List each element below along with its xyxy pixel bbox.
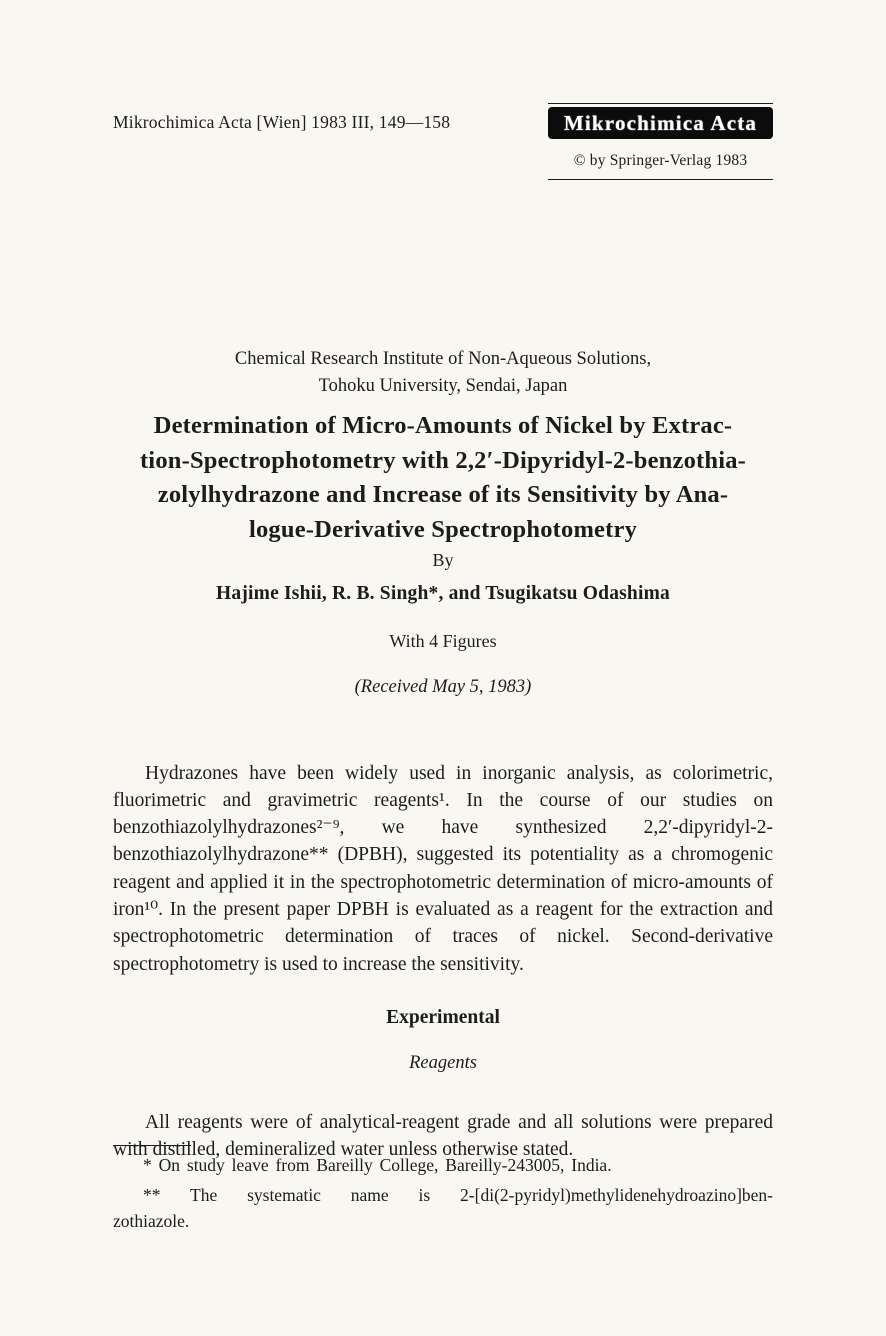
footnote-2-line: zothiazole. [113,1211,190,1231]
masthead [113,103,773,180]
section-heading-experimental: Experimental [386,1007,500,1028]
by-label: By [432,550,454,570]
journal-citation: Mikrochimica Acta [Wien] 1983 III, 149—158 [113,112,451,132]
affiliation [113,346,773,399]
affiliation-line: Tohoku University, Sendai, Japan [318,375,568,396]
subsection-heading-reagents: Reagents [409,1053,477,1073]
affiliation-line: Chemical Research Institute of Non-Aqueous Solutions, [234,349,652,369]
publisher-block [548,103,773,180]
title-line: tion-Spectrophotometry with 2,2′-Dipyridyl-2-benzothia- [139,446,747,474]
article-title [103,409,783,547]
intro-paragraph: Hydrazones have been widely used in inorganic analysis, as colorimetric, fluorimetric and gravimetric reagents¹. In the course of our studies on benzothiazolylhydrazones²⁻⁹, we have synthesized 2,2′-dipyridyl-2-benzothiazolylhydrazone** (DPBH), suggested its potentiality as a chromogenic reagent and applied it in the spectrophotometric determination of micro-amounts of iron¹⁰. In the present paper DPBH is evaluated as a reagent for the extraction and spectrophotometric determination of traces of nickel. Second-derivative spectrophotometry is used to increase the sensitivity. [113,762,773,975]
footnote-rule [113,1145,191,1146]
title-line: zolylhydrazone and Increase of its Sensitivity by Ana- [157,481,729,508]
title-line: logue-Derivative Spectrophotometry [248,515,638,543]
reagents-paragraph: All reagents were of analytical-reagent grade and all solutions were prepared with distilled, demineralized water unless otherwise stated. [113,1111,773,1160]
footnote-2-line: ** The systematic name is 2-[di(2-pyridyl)methylidenehydroazino]ben- [143,1184,773,1205]
brand-bottom-rule [548,179,773,180]
brand-top-rule [548,103,773,104]
journal-logo: Mikrochimica Acta [548,107,773,139]
footnotes [113,1152,773,1235]
figures-note: With 4 Figures [389,631,497,651]
authors-line: Hajime Ishii, R. B. Singh*, and Tsugikatsu Odashima [216,583,670,604]
footnote-2 [113,1182,773,1235]
copyright-line: © by Springer-Verlag 1983 [573,152,748,169]
title-line: Determination of Micro-Amounts of Nickel by Extrac- [153,412,733,439]
footnote-1: * On study leave from Bareilly College, Bareilly-243005, India. [143,1155,612,1175]
received-date: (Received May 5, 1983) [354,677,532,697]
